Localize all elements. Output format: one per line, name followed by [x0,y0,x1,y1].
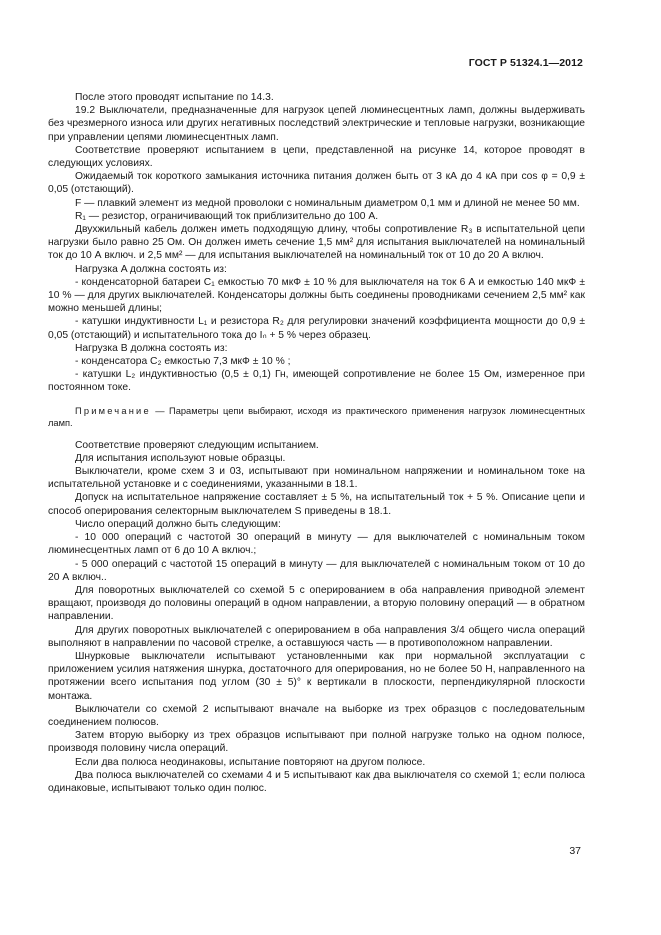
paragraph: - конденсатора C₂ емкостью 7,3 мкФ ± 10 % ; [75,356,291,368]
paragraph: Для испытания используют новые образцы. [75,452,286,464]
paragraph: После этого проводят испытание по 14.3. [75,92,274,103]
paragraph: F — плавкий элемент из медной проволоки с номинальным диаметром 0,1 мм и длиной не менее 50 мм. [75,197,580,209]
paragraph: Допуск на испытательное напряжение составляет ± 5 %, на испытательный ток + 5 %. Описание цепи и способ оперирования селекторным выключателем S приведены в 18.1. [48,492,585,517]
standard-header: ГОСТ Р 51324.1—2012 [468,57,583,69]
paragraph: Выключатели, кроме схем 3 и 03, испытывают при номинальном напряжении и номинальном токе на испытательной установке и с соединениями, указанными в 18.1. [48,466,585,491]
paragraph: 19.2 Выключатели, предназначенные для нагрузок цепей люминесцентных ламп, должны выдерживать без чрезмерного износа или других негативных последствий электрические и тепловые нагрузки, возникающие при управлении цепями люминесцентных ламп. [48,105,585,143]
note-text: — Параметры цепи выбирают, исходя из практического применения нагрузок люминесцентных ламп. [48,405,585,428]
paragraph: Выключатели со схемой 2 испытывают вначале на выборке из трех образцов с последовательным соединением полюсов. [48,703,585,728]
paragraph: Для других поворотных выключателей с оперированием в оба направления 3/4 общего числа операций выполняют в направлении по часовой стрелке, а оставшуюся часть — в противоположном направлении. [48,624,585,649]
paragraph: Затем вторую выборку из трех образцов испытывают при полной нагрузке только на одном полюсе, производя половину числа операций. [48,730,585,755]
paragraph: Соответствие проверяют испытанием в цепи, представленной на рисунке 14, которое проводят в следующих условиях. [48,144,585,170]
paragraph: R₁ — резистор, ограничивающий ток приблизительно до 100 А. [75,210,379,222]
paragraph: Шнурковые выключатели испытывают установленными как при нормальной эксплуатации с приложением усилия натяжения шнурка, достаточного для оперирования, но не более 50 Н, направленного на протяжении всего испытания под углом (30 ± 5)° к вертикали в плоскости, перпендикулярной плоскости монтажа. [48,650,585,702]
document-body [48,91,585,795]
paragraph: - катушки индуктивности L₁ и резистора R₂ для регулировки значений коэффициента мощности до 0,9 ± 0,05 (отстающий) и испытательного тока до Iₙ + 5 % через образец. [48,316,585,341]
paragraph: Если два полюса неодинаковы, испытание повторяют на другом полюсе. [75,756,426,768]
paragraph: Соответствие проверяют следующим испытанием. [75,439,319,451]
paragraph: - конденсаторной батареи C₁ емкостью 70 мкФ ± 10 % для выключателя на ток 6 А и емкостью 140 мкФ ± 10 % — для других выключателей. Конденсаторы должны быть соединены проводниками сечением 2,5 мм² как можно меньшей длины; [48,276,585,315]
paragraph: - катушки L₂ индуктивностью (0,5 ± 0,1) Гн, имеющей сопротивление не более 15 Ом, измеренное при постоянном токе. [48,369,585,394]
note-label: Примечание [75,405,151,416]
paragraph: Нагрузка B должна состоять из: [75,342,228,354]
paragraph: Нагрузка A должна состоять из: [75,263,227,275]
section-19-2 [48,91,585,395]
paragraph: Для поворотных выключателей со схемой 5 с оперированием в оба направления приводной элемент вращают, производя до половины операций в одном направлении, а вторую половину операций — в обратном направлении. [48,584,585,623]
note [48,405,585,429]
paragraph: - 10 000 операций с частотой 30 операций в минуту — для выключателей с номинальным током люминесцентных ламп от 6 до 10 А включ.; [48,532,585,557]
paragraph: - 5 000 операций с частотой 15 операций в минуту — для выключателей с номинальным током от 10 до 20 А включ.. [48,558,585,583]
paragraph: Число операций должно быть следующим: [75,518,281,530]
paragraph: Два полюса выключателей со схемами 4 и 5 испытывают как два выключателя со схемой 1; если полюса одинаковые, испытывают только один полюс. [48,769,585,794]
test-procedure [48,439,585,795]
paragraph: Двухжильный кабель должен иметь подходящую длину, чтобы сопротивление R₃ в испытательной цепи нагрузки было равно 25 Ом. Он должен иметь сечение 1,5 мм² для испытания выключателей на номинальный ток до 10 А включ. и 2,5 мм² — для испытания выключателей на номинальный ток от 10 до 20 А включ. [48,224,585,262]
paragraph: Ожидаемый ток короткого замыкания источника питания должен быть от 3 кА до 4 кА при cos φ = 0,9 ± 0,05 (отстающий). [48,171,585,196]
page-number: 37 [569,845,581,857]
